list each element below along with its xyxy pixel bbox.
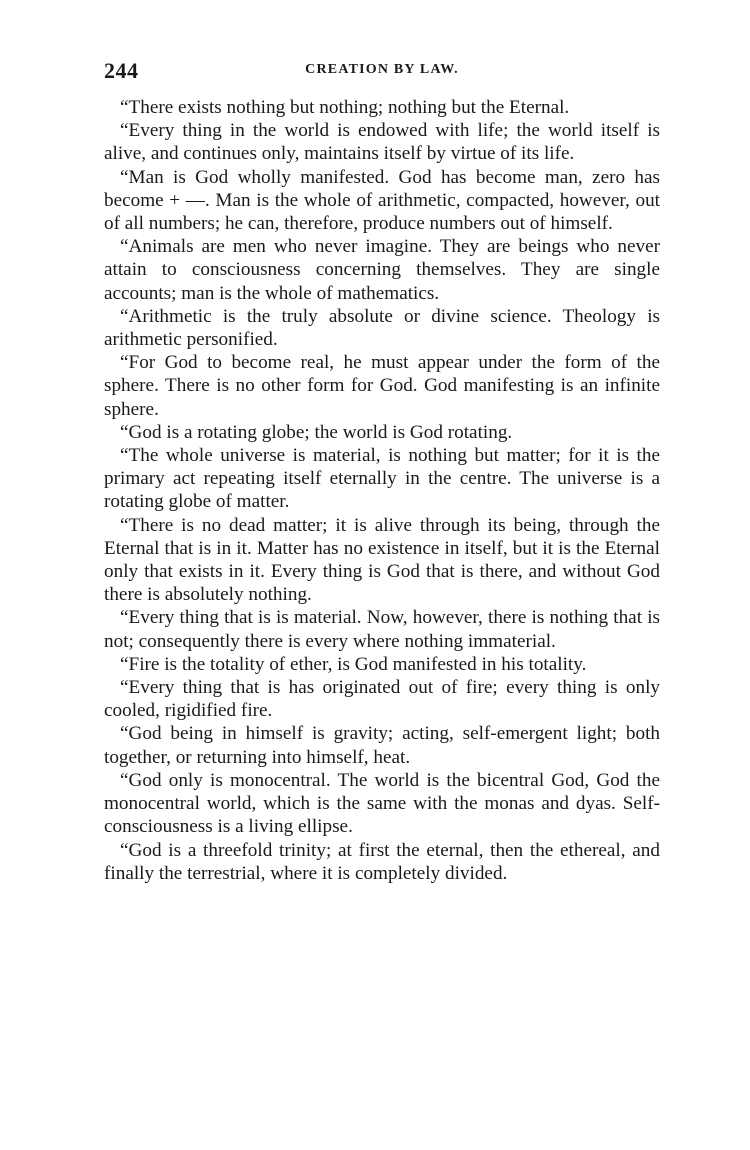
paragraph-sphere: “For God to become real, he must appear under the form of the sphere. There is no other form for God. God manifesting is an infinite sphere. — [104, 352, 660, 420]
paragraph-eternal: “There exists nothing but nothing; nothing but the Eternal. — [120, 97, 570, 118]
paragraph-man: “Man is God wholly manifested. God has become man, zero has become + —. Man is the whole of arithmetic, compacted, however, out of all numbers; he can, therefore, produce numbers out of himself. — [104, 166, 660, 235]
body-text — [104, 96, 660, 885]
paragraph-rotating-globe: “God is a rotating globe; the world is God rotating. — [120, 421, 513, 443]
paragraph-gravity-light-heat: “God being in himself is gravity; acting, self-emergent light; both together, or returning into himself, heat. — [104, 723, 660, 768]
paragraph-every-thing-material: “Every thing that is is material. Now, however, there is nothing that is not; consequently there is every where nothing immaterial. — [104, 607, 660, 652]
running-head — [104, 58, 660, 88]
running-title: CREATION BY LAW. — [305, 62, 459, 77]
paragraph-cooled-fire: “Every thing that is has originated out of fire; every thing is only cooled, rigidified fire. — [104, 677, 660, 722]
paragraph-monocentral: “God only is monocentral. The world is the bicentral God, God the monocentral world, which is the same with the monas and dyas. Self-consciousness is a living ellipse. — [104, 769, 660, 838]
paragraph-life: “Every thing in the world is endowed with life; the world itself is alive, and continues only, maintains itself by virtue of its life. — [104, 120, 660, 165]
paragraph-arithmetic: “Arithmetic is the truly absolute or divine science. Theology is arithmetic personified. — [104, 305, 660, 351]
paragraph-fire-ether: “Fire is the totality of ether, is God manifested in his totality. — [120, 653, 587, 675]
paragraph-animals: “Animals are men who never imagine. They are beings who never attain to consciousness concerning themselves. They are single accounts; man is the whole of mathematics. — [104, 236, 660, 304]
paragraph-threefold-trinity: “God is a threefold trinity; at first the eternal, then the ethereal, and finally the terrestrial, where it is completely divided. — [104, 839, 660, 884]
page-number: 244 — [104, 58, 139, 83]
paragraph-material-universe: “The whole universe is material, is nothing but matter; for it is the primary act repeating itself eternally in the centre. The universe is a rotating globe of matter. — [104, 445, 660, 513]
paragraph-no-dead-matter: “There is no dead matter; it is alive through its being, through the Eternal that is in it. Matter has no existence in itself, but it is the Eternal only that exists in it. Every thing is God that is there, and without God there is absolutely nothing. — [104, 514, 660, 606]
